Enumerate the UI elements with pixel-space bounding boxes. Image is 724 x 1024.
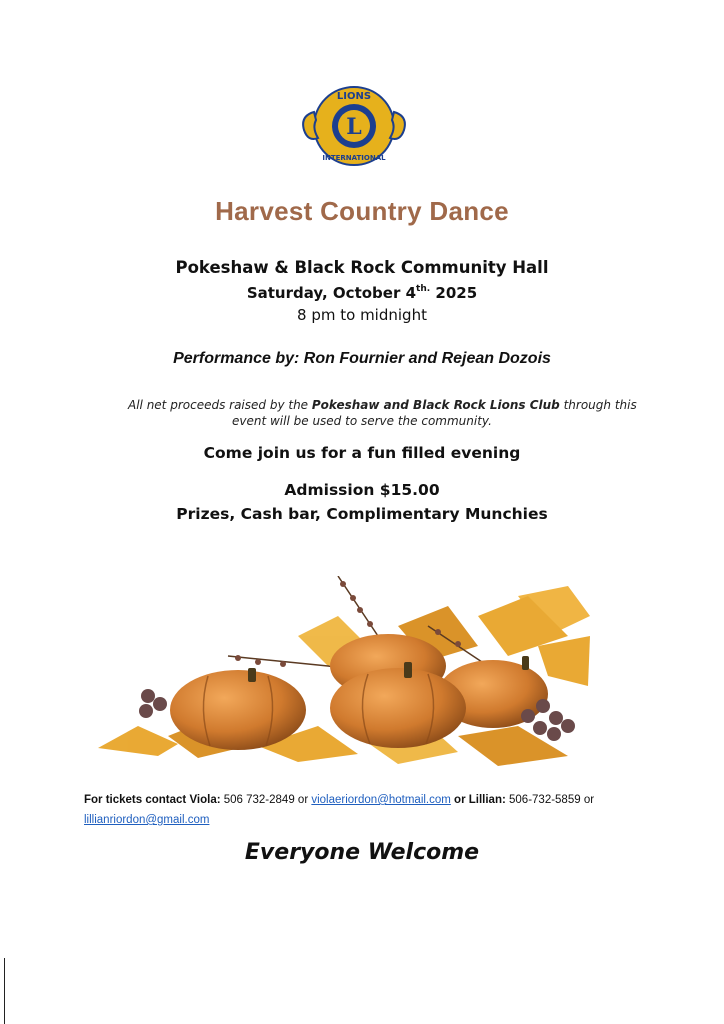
scan-edge-line <box>4 958 5 1024</box>
contact-viola-label: For tickets contact Viola: <box>84 794 221 806</box>
event-time: 8 pm to midnight <box>297 306 427 324</box>
event-title: Harvest Country Dance <box>215 196 509 226</box>
welcome-heading: Everyone Welcome <box>244 840 480 865</box>
lions-club-logo <box>298 82 410 170</box>
contact-lillian-label: or Lillian: <box>450 794 506 806</box>
logo-bottom-text: INTERNATIONAL <box>322 154 386 162</box>
harvest-pumpkins-illustration <box>98 576 590 776</box>
proceeds-text-end: through this <box>559 398 637 412</box>
ticket-contact <box>84 790 704 830</box>
logo-top-text: LIONS <box>336 91 372 102</box>
date-text: Saturday, October 4 <box>246 284 417 302</box>
date-suffix: th. <box>416 284 431 294</box>
proceeds-club: Pokeshaw and Black Rock Lions Club <box>311 398 560 412</box>
date-year: 2025 <box>435 284 478 302</box>
event-venue: Pokeshaw & Black Rock Community Hall <box>175 258 549 277</box>
event-extras: Prizes, Cash bar, Complimentary Munchies <box>176 505 548 523</box>
viola-email-link[interactable]: violaeriordon@hotmail.com <box>311 794 451 806</box>
performers: Performance by: Ron Fournier and Rejean Dozois <box>173 350 551 367</box>
lillian-email-link[interactable]: lillianriordon@gmail.com <box>84 814 210 826</box>
proceeds-note-line1 <box>128 396 668 414</box>
proceeds-text: All net proceeds raised by the <box>128 398 312 412</box>
invitation-text: Come join us for a fun filled evening <box>203 444 521 462</box>
admission-price: Admission $15.00 <box>284 481 440 499</box>
proceeds-note-line2: event will be used to serve the community. <box>232 414 492 428</box>
event-date <box>0 284 724 302</box>
viola-phone: 506 732-2849 or <box>220 794 312 806</box>
logo-letter: L <box>346 114 362 140</box>
lillian-phone: 506-732-5859 or <box>505 794 595 806</box>
